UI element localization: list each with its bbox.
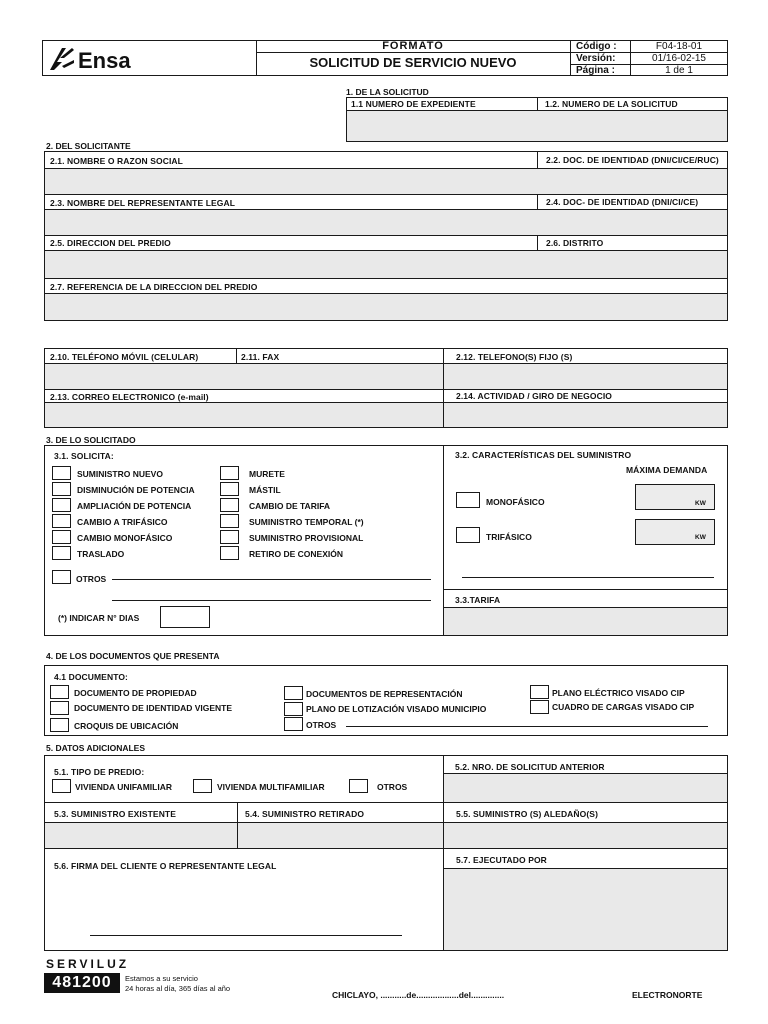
field-2-3-input[interactable]: [45, 210, 727, 234]
field-2-7-label: 2.7. REFERENCIA DE LA DIRECCION DEL PREDIO: [50, 282, 258, 292]
option-suministro-nuevo: SUMINISTRO NUEVO: [77, 469, 163, 479]
checkbox-murete[interactable]: [220, 466, 239, 480]
option-cambio-monofasico: CAMBIO MONOFÁSICO: [77, 533, 173, 543]
field-5-3-input[interactable]: [45, 823, 236, 847]
checkbox-cambio-monofasico[interactable]: [52, 530, 71, 544]
serviluz-phone: 481200: [44, 973, 120, 993]
page-value: 1 de 1: [665, 65, 693, 76]
option-vivienda-unifamiliar: VIVIENDA UNIFAMILIAR: [75, 782, 172, 792]
checkbox-disminucion-potencia[interactable]: [52, 482, 71, 496]
checkbox-otros-docs[interactable]: [284, 717, 303, 731]
doc-title: SOLICITUD DE SERVICIO NUEVO: [309, 55, 517, 70]
option-cuadro-cargas: CUADRO DE CARGAS VISADO CIP: [552, 702, 695, 712]
brand-name: Ensa: [78, 48, 131, 73]
checkbox-plano-lotizacion[interactable]: [284, 702, 303, 716]
checkbox-vivienda-multifamiliar[interactable]: [193, 779, 212, 793]
field-3-1-label: 3.1. SOLICITA:: [54, 451, 114, 461]
checkbox-suministro-provisional[interactable]: [220, 530, 239, 544]
field-3-3-label: 3.3.TARIFA: [455, 595, 501, 605]
option-doc-propiedad: DOCUMENTO DE PROPIEDAD: [74, 688, 197, 698]
field-5-5-label: 5.5. SUMINISTRO (S) ALEDAÑO(S): [456, 809, 598, 819]
option-croquis: CROQUIS DE UBICACIÓN: [74, 721, 179, 731]
checkbox-vivienda-unifamiliar[interactable]: [52, 779, 71, 793]
option-suministro-temporal: SUMINISTRO TEMPORAL (*): [249, 517, 364, 527]
option-ampliacion-potencia: AMPLIACIÓN DE POTENCIA: [77, 501, 192, 511]
checkbox-doc-propiedad[interactable]: [50, 685, 69, 699]
field-3-3-input[interactable]: [445, 608, 727, 635]
field-5-7-input[interactable]: [445, 869, 727, 950]
caracteristicas-line[interactable]: [462, 577, 714, 578]
field-1-1-label: 1.1 NUMERO DE EXPEDIENTE: [351, 99, 476, 109]
option-otros-solicita: OTROS: [76, 574, 107, 584]
option-plano-electrico: PLANO ELÉCTRICO VISADO CIP: [552, 688, 685, 698]
checkbox-doc-representacion[interactable]: [284, 686, 303, 700]
checkbox-retiro-conexion[interactable]: [220, 546, 239, 560]
checkbox-otros-solicita[interactable]: [52, 570, 71, 584]
option-plano-lotizacion: PLANO DE LOTIZACIÓN VISADO MUNICIPIO: [306, 704, 487, 714]
ensa-logo: [48, 46, 134, 72]
field-5-1-label: 5.1. TIPO DE PREDIO:: [54, 767, 145, 777]
checkbox-ampliacion-potencia[interactable]: [52, 498, 71, 512]
checkbox-otros-predio[interactable]: [349, 779, 368, 793]
doc-type: FORMATO: [382, 40, 444, 52]
field-2-1-input[interactable]: [45, 169, 727, 193]
field-5-6-label: 5.6. FIRMA DEL CLIENTE O REPRESENTANTE LEGAL: [54, 861, 277, 871]
option-otros-predio: OTROS: [377, 782, 408, 792]
option-mastil: MÁSTIL: [249, 485, 281, 495]
field-5-3-label: 5.3. SUMINISTRO EXISTENTE: [54, 809, 176, 819]
option-suministro-provisional: SUMINISTRO PROVISIONAL: [249, 533, 364, 543]
checkbox-suministro-nuevo[interactable]: [52, 466, 71, 480]
option-vivienda-multifamiliar: VIVIENDA MULTIFAMILIAR: [217, 782, 325, 792]
section-2-title: 2. DEL SOLICITANTE: [46, 141, 131, 151]
option-otros-docs: OTROS: [306, 720, 337, 730]
field-2-7-input[interactable]: [45, 294, 727, 320]
field-5-5-input[interactable]: [445, 823, 727, 847]
version-value: 01/16-02-15: [652, 53, 706, 64]
field-1-2-label: 1.2. NUMERO DE LA SOLICITUD: [545, 99, 678, 109]
section-4-title: 4. DE LOS DOCUMENTOS QUE PRESENTA: [46, 651, 220, 661]
checkbox-trifasico[interactable]: [456, 527, 480, 543]
otros-docs-line[interactable]: [346, 726, 708, 727]
option-doc-representacion: DOCUMENTOS DE REPRESENTACIÓN: [306, 689, 463, 699]
serviluz-brand: SERVILUZ: [46, 957, 130, 971]
slogan-line-2: 24 horas al día, 365 días al año: [125, 984, 231, 993]
checkbox-croquis[interactable]: [50, 718, 69, 732]
option-murete: MURETE: [249, 469, 285, 479]
field-2-2-label: 2.2. DOC. DE IDENTIDAD (DNI/CI/CE/RUC): [546, 155, 719, 165]
code-label: Código :: [576, 41, 617, 52]
field-2-5-input[interactable]: [45, 251, 727, 277]
field-2-3-label: 2.3. NOMBRE DEL REPRESENTANTE LEGAL: [50, 198, 236, 208]
field-2-13-label: 2.13. CORREO ELECTRONICO (e-mail): [50, 392, 209, 402]
otros-solicita-line-2[interactable]: [112, 600, 431, 601]
field-2-10-label: 2.10. TELÉFONO MÓVIL (CELULAR): [50, 352, 199, 362]
field-2-4-label: 2.4. DOC- DE IDENTIDAD (DNI/CI/CE): [546, 197, 699, 207]
field-3-2-label: 3.2. CARACTERÍSTICAS DEL SUMINISTRO: [455, 450, 632, 460]
signature-line[interactable]: [90, 935, 402, 936]
checkbox-suministro-temporal[interactable]: [220, 514, 239, 528]
field-4-1-label: 4.1 DOCUMENTO:: [54, 672, 128, 682]
field-5-4-label: 5.4. SUMINISTRO RETIRADO: [245, 809, 365, 819]
checkbox-cambio-tarifa[interactable]: [220, 498, 239, 512]
version-label: Versión:: [576, 53, 616, 64]
option-cambio-trifasico: CAMBIO A TRIFÁSICO: [77, 517, 168, 527]
section-1-title: 1. DE LA SOLICITUD: [346, 87, 429, 97]
section-5-title: 5. DATOS ADICIONALES: [46, 743, 146, 753]
option-disminucion-potencia: DISMINUCIÓN DE POTENCIA: [77, 485, 195, 495]
field-5-2-input[interactable]: [445, 774, 727, 801]
option-retiro-conexion: RETIRO DE CONEXIÓN: [249, 549, 343, 559]
checkbox-mastil[interactable]: [220, 482, 239, 496]
option-monofasico: MONOFÁSICO: [486, 497, 545, 507]
max-demanda-label: MÁXIMA DEMANDA: [626, 465, 708, 475]
checkbox-cuadro-cargas[interactable]: [530, 700, 549, 714]
page-label: Página :: [576, 65, 615, 76]
section-3-title: 3. DE LO SOLICITADO: [46, 435, 136, 445]
option-traslado: TRASLADO: [77, 549, 125, 559]
indicar-dias-label: (*) INDICAR N° DIAS: [58, 613, 140, 623]
option-cambio-tarifa: CAMBIO DE TARIFA: [249, 501, 331, 511]
slogan-line-1: Estamos a su servicio: [125, 974, 198, 983]
place-date: CHICLAYO, ...........de..................del..............: [332, 990, 505, 1000]
field-5-4-input[interactable]: [238, 823, 442, 847]
field-2-6-label: 2.6. DISTRITO: [546, 238, 604, 248]
field-1-1-input[interactable]: [347, 111, 727, 141]
checkbox-monofasico[interactable]: [456, 492, 480, 508]
field-5-2-label: 5.2. NRO. DE SOLICITUD ANTERIOR: [455, 762, 605, 772]
field-2-12-label: 2.12. TELEFONO(S) FIJO (S): [456, 352, 573, 362]
checkbox-traslado[interactable]: [52, 546, 71, 560]
field-2-5-label: 2.5. DIRECCION DEL PREDIO: [50, 238, 171, 248]
company-name: ELECTRONORTE: [632, 990, 703, 1000]
ensa-logo-icon: [48, 46, 76, 72]
option-doc-identidad: DOCUMENTO DE IDENTIDAD VIGENTE: [74, 703, 233, 713]
checkbox-doc-identidad[interactable]: [50, 701, 69, 715]
checkbox-plano-electrico[interactable]: [530, 685, 549, 699]
option-trifasico: TRIFÁSICO: [486, 532, 532, 542]
field-2-14-label: 2.14. ACTIVIDAD / GIRO DE NEGOCIO: [456, 391, 613, 401]
otros-solicita-line[interactable]: [112, 579, 431, 580]
field-2-11-label: 2.11. FAX: [241, 352, 280, 362]
indicar-dias-input[interactable]: [160, 606, 210, 628]
kw-unit-2: KW: [695, 534, 706, 541]
kw-trifasico-input[interactable]: [635, 519, 715, 545]
checkbox-cambio-trifasico[interactable]: [52, 514, 71, 528]
kw-unit-1: KW: [695, 500, 706, 507]
field-2-1-label: 2.1. NOMBRE O RAZON SOCIAL: [50, 156, 183, 166]
code-value: F04-18-01: [655, 41, 703, 52]
field-5-7-label: 5.7. EJECUTADO POR: [456, 855, 547, 865]
